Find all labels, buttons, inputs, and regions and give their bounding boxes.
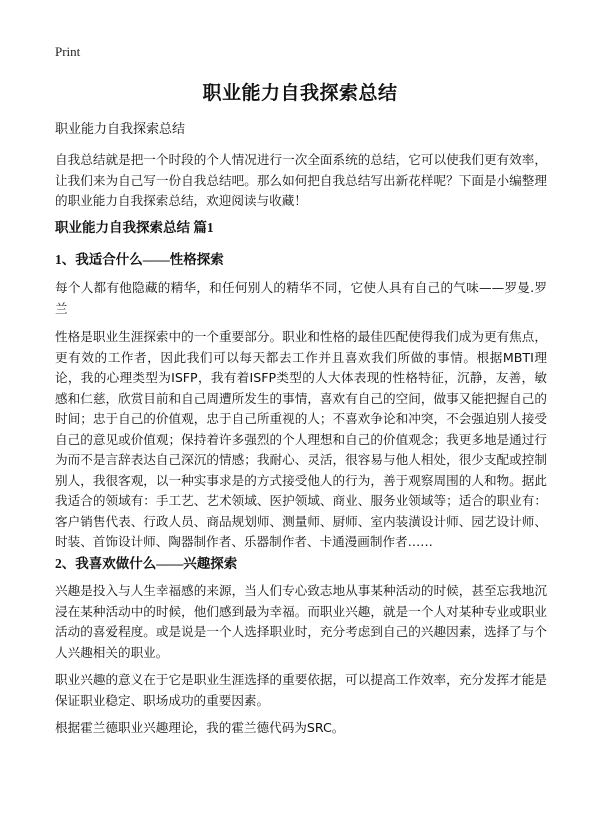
- section1-heading: 1、我适合什么——性格探索: [55, 252, 224, 267]
- section1-quote: 每个人都有他隐藏的精华，和任何别人的精华不同，它使人具有自己的气味——罗曼.罗兰: [55, 280, 547, 316]
- print-label[interactable]: Print: [55, 44, 81, 59]
- intro-paragraph: 自我总结就是把一个时段的个人情况进行一次全面系统的总结，它可以使我们更有效率，让我们来为自己写一份自我总结吧。那么如何把自我总结写出新花样呢？下面是小编整理的职业能力自我探索总结，欢迎阅读与收藏！: [55, 152, 547, 208]
- section2-heading: 2、我喜欢做什么——兴趣探索: [55, 556, 238, 571]
- section1-body: 性格是职业生涯探索中的一个重要部分。职业和性格的最佳匹配使得我们成为更有焦点，更有效的工作者，因此我们可以每天都去工作并且喜欢我们所做的事情。根据MBTI理论，我的心理类型为ISFP，我有着ISFP类型的人大体表现的性格特征，沉静，友善，敏感和仁慈，欣赏目前和自己周遭所发生的事情，喜欢有自己的空间，做事又能把握自己的时间；忠于自己的价值观，忠于自己所重视的人；不喜欢争论和冲突，不会强迫别人接受自己的意见或价值观；保持着许多强烈的个人理想和自己的价值观念；我更多地是通过行为而不是言辞表达自己深沉的情感；我耐心、灵活，很容易与他人相处，很少支配或控制别人，我很客观，以一种实事求是的方式接受他人的行为，善于观察周围的人和物。据此我适合的领域有：手工艺、艺术领域、医护领域、商业、服务业领域等；适合的职业有：客户销售代表、行政人员、商品规划师、测量师、厨师、室内装潢设计师、园艺设计师、时装、首饰设计师、陶器制作者、乐器制作者、卡通漫画制作者……: [55, 329, 547, 549]
- section2-paragraph-2: 职业兴趣的意义在于它是职业生涯选择的重要依据，可以提高工作效率，充分发挥才能是保证职业稳定、职场成功的重要因素。: [55, 672, 547, 708]
- section2-paragraph-1: 兴趣是投入与人生幸福感的来源，当人们专心致志地从事某种活动的时候，甚至忘我地沉浸在某种活动中的时候，他们感到最为幸福。而职业兴趣，就是一个人对某种专业或职业活动的喜爱程度。或是说是一个人选择职业时，充分考虑到自己的兴趣因素，选择了与个人兴趣相关的职业。: [55, 583, 547, 660]
- document-subtitle: 职业能力自我探索总结: [55, 122, 186, 137]
- article-heading: 职业能力自我探索总结 篇1: [55, 220, 214, 235]
- section2-paragraph-3: 根据霍兰德职业兴趣理论，我的霍兰德代码为SRC。: [55, 720, 345, 735]
- document-title: 职业能力自我探索总结: [202, 83, 398, 104]
